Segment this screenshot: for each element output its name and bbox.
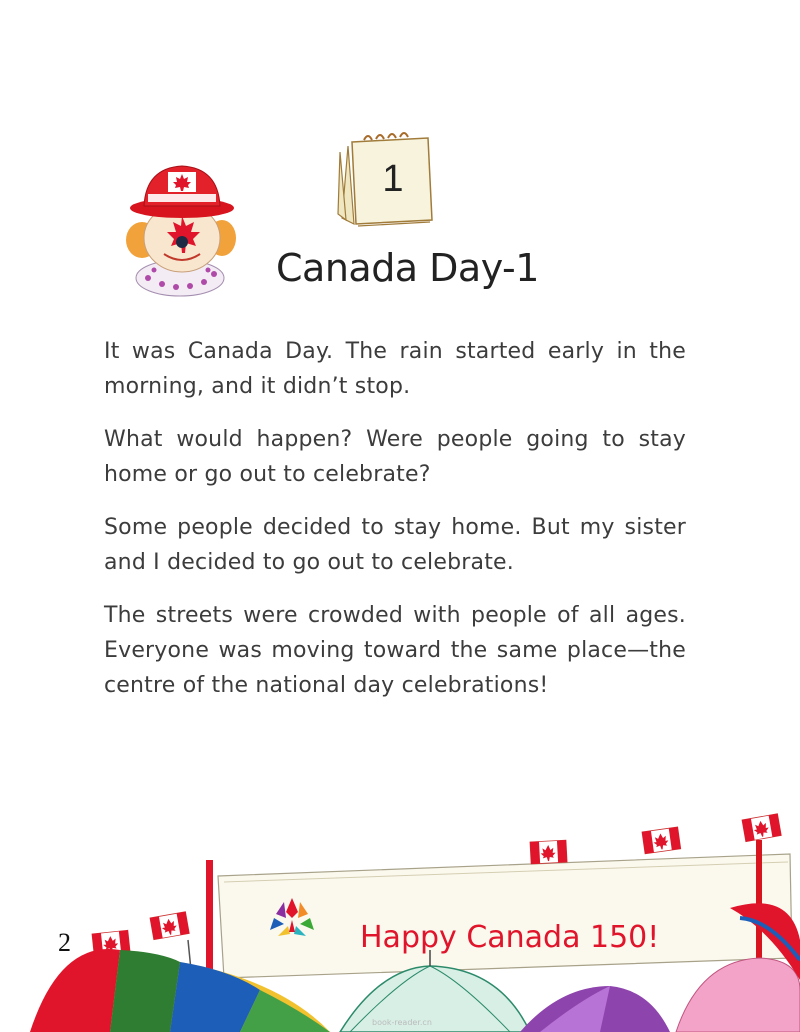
calendar-day-number: 1 [382,158,404,200]
paragraph-2: What would happen? Were people going to stay home or go out to celebrate? [104,427,686,487]
watermark: book-reader.cn [372,1018,432,1027]
banner-text: Happy Canada 150! [360,920,660,955]
celebration-illustration [0,790,800,1032]
paragraph-1: It was Canada Day. The rain started early in the morning, and it didn’t stop. [104,339,686,399]
umbrella-icon [520,986,670,1032]
page-number: 2 [58,928,71,957]
paragraph-3: Some people decided to stay home. But my sister and I decided to go out to celebrate. [104,515,686,575]
canada-flag-icon [530,840,567,864]
canada-flag-icon [642,827,681,854]
canada-flag-icon [742,814,781,842]
clown-mascot [118,150,248,305]
page-title: Canada Day-1 [276,246,539,290]
paragraph-4: The streets were crowded with people of all ages. Everyone was moving toward the same place—the centre of the national day celebrations! [104,603,686,698]
story-text [104,334,686,721]
canada-flag-icon [150,912,189,940]
